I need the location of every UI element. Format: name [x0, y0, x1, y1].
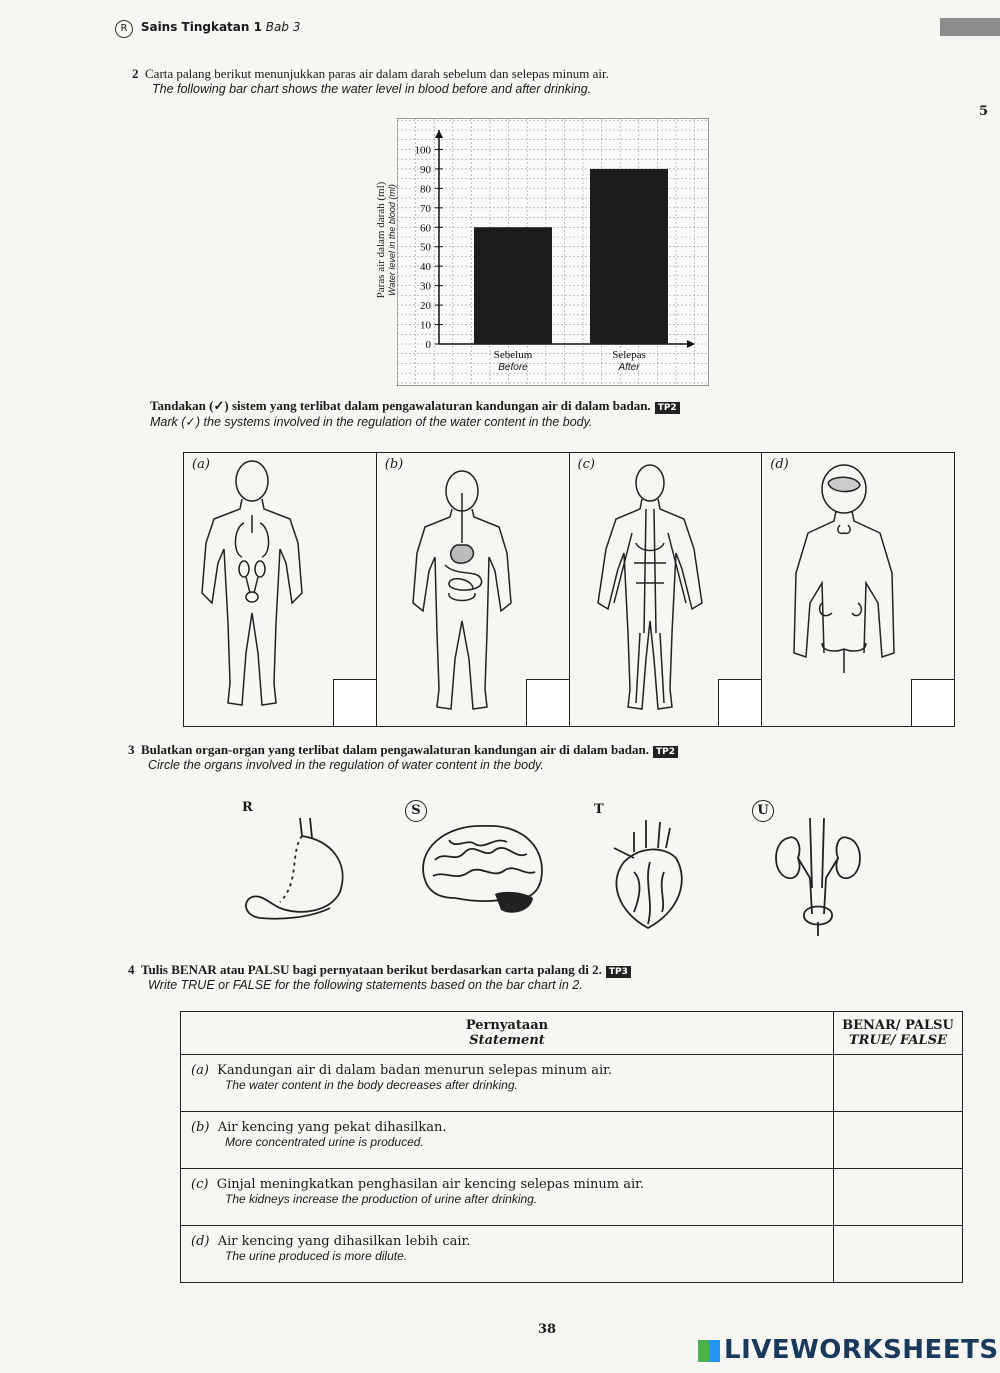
x-tick-label-ms: Selepas — [612, 349, 646, 361]
side-number: 5 — [978, 104, 988, 119]
ylabel-ms: Paras air dalam darah (ml) — [375, 181, 387, 299]
row-text-ms: Kandungan air di dalam badan menurun selepas minum air. — [217, 1063, 613, 1078]
system-a — [184, 453, 377, 726]
heart-icon[interactable] — [604, 812, 694, 932]
system-b — [377, 453, 570, 726]
system-d — [762, 453, 954, 726]
q3-number: 3 — [128, 742, 135, 757]
system-c-label: (c) — [577, 457, 595, 472]
organ-s-circle[interactable]: S — [405, 800, 427, 822]
corner-scan-mark — [940, 18, 1000, 36]
organ-u-circle[interactable]: U — [752, 800, 774, 822]
col-statement — [181, 1012, 834, 1055]
q3-text-ms: Bulatkan organ-organ yang terlibat dalam pengawalaturan kandungan air di dalam badan. — [141, 742, 649, 757]
row-text-en: More concentrated urine is produced. — [225, 1135, 424, 1149]
col-statement-ms: Pernyataan — [465, 1018, 549, 1033]
answer-cell[interactable] — [834, 1226, 963, 1283]
q4-number: 4 — [128, 962, 135, 977]
ylabel-en: Water level in the blood (ml) — [387, 184, 397, 296]
answer-cell[interactable] — [834, 1112, 963, 1169]
row-text-ms: Ginjal meningkatkan penghasilan air kencing selepas minum air. — [216, 1177, 645, 1192]
y-tick-label: 40 — [420, 261, 431, 274]
kidney-urinary-icon[interactable] — [768, 818, 868, 938]
answer-cell[interactable] — [834, 1169, 963, 1226]
q4-tp-badge: TP3 — [606, 966, 631, 978]
system-a-label: (a) — [192, 457, 210, 472]
col-answer-en: TRUE/ FALSE — [849, 1033, 947, 1048]
stomach-icon[interactable] — [240, 812, 360, 922]
watermark-text: LIVEWORKSHEETS — [724, 1335, 999, 1365]
row-text-en: The water content in the body decreases after drinking. — [225, 1078, 518, 1092]
mark-text-ms: Tandakan (✓) sistem yang terlibat dalam pengawalaturan kandungan air di dalam badan. — [150, 398, 651, 413]
table-header-row — [181, 1012, 963, 1055]
q2-text-ms: Carta palang berikut menunjukkan paras air dalam darah sebelum dan selepas minum air. — [145, 66, 609, 81]
book-title: Sains Tingkatan 1 — [140, 20, 262, 34]
y-tick-label: 50 — [420, 241, 431, 254]
system-d-checkbox[interactable] — [911, 679, 954, 726]
q4-text-ms: Tulis BENAR atau PALSU bagi pernyataan berikut berdasarkan carta palang di 2. — [141, 962, 602, 977]
row-text-ms: Air kencing yang dihasilkan lebih cair. — [217, 1234, 471, 1249]
chapter-label: Bab 3 — [265, 20, 301, 34]
mark-instruction — [150, 398, 910, 429]
tp-badge: TP2 — [655, 402, 680, 414]
page-number: 38 — [538, 1322, 557, 1337]
y-tick-label: 80 — [420, 183, 431, 196]
table-row — [181, 1226, 963, 1283]
bar-after — [590, 169, 668, 344]
q2-block — [132, 66, 832, 96]
q3-tp-badge: TP2 — [653, 746, 678, 758]
q2-number: 2 — [132, 66, 139, 81]
system-b-label: (b) — [384, 457, 404, 472]
row-label: (b) — [191, 1120, 210, 1135]
q2-text-en: The following bar chart shows the water level in blood before and after drinking. — [152, 82, 592, 96]
y-tick-label: 0 — [425, 339, 431, 351]
row-label: (a) — [191, 1063, 209, 1078]
organ-t-label[interactable]: T — [594, 802, 604, 817]
q3-block — [128, 742, 908, 772]
organ-r-label[interactable]: R — [242, 800, 253, 815]
col-statement-en: Statement — [469, 1033, 545, 1048]
y-tick-label: 10 — [420, 319, 431, 332]
system-c-checkbox[interactable] — [718, 679, 761, 726]
organ-s-label[interactable] — [405, 800, 427, 822]
row-label: (d) — [191, 1234, 210, 1249]
y-tick-label: 30 — [420, 280, 431, 293]
system-b-checkbox[interactable] — [526, 679, 569, 726]
col-answer-ms: BENAR/ PALSU — [842, 1018, 954, 1033]
x-tick-label-en: Before — [498, 362, 528, 373]
page-header — [115, 20, 300, 38]
row-label: (c) — [191, 1177, 209, 1192]
q4-block — [128, 962, 908, 992]
statement-table — [180, 1011, 963, 1283]
bar-before — [474, 227, 552, 344]
mark-text-en: Mark (✓) the systems involved in the regulation of the water content in the body. — [150, 415, 593, 429]
chart-ylabel — [375, 181, 397, 299]
q4-text-en: Write TRUE or FALSE for the following statements based on the bar chart in 2. — [148, 978, 583, 992]
system-c — [570, 453, 763, 726]
row-text-en: The kidneys increase the production of urine after drinking. — [225, 1192, 538, 1206]
system-a-checkbox[interactable] — [333, 679, 376, 726]
table-row — [181, 1112, 963, 1169]
y-tick-label: 90 — [420, 163, 431, 176]
table-row — [181, 1169, 963, 1226]
system-d-label: (d) — [770, 457, 789, 472]
answer-cell[interactable] — [834, 1055, 963, 1112]
brand-logo: R — [115, 20, 133, 38]
y-tick-label: 20 — [420, 300, 431, 313]
x-tick-label-ms: Sebelum — [493, 349, 533, 361]
liveworksheets-logo-icon — [698, 1340, 720, 1362]
body-systems-panel — [183, 452, 955, 727]
liveworksheets-watermark — [698, 1335, 999, 1365]
y-tick-label: 70 — [420, 202, 431, 215]
q3-text-en: Circle the organs involved in the regulation of water content in the body. — [148, 758, 544, 772]
y-tick-label: 60 — [420, 222, 431, 235]
brain-icon[interactable] — [415, 820, 550, 920]
x-tick-label-en: After — [618, 362, 640, 373]
row-text-en: The urine produced is more dilute. — [225, 1249, 408, 1263]
y-tick-label: 100 — [414, 144, 431, 157]
col-answer — [834, 1012, 963, 1055]
water-level-bar-chart — [397, 118, 709, 386]
table-row — [181, 1055, 963, 1112]
row-text-ms: Air kencing yang pekat dihasilkan. — [217, 1120, 447, 1135]
